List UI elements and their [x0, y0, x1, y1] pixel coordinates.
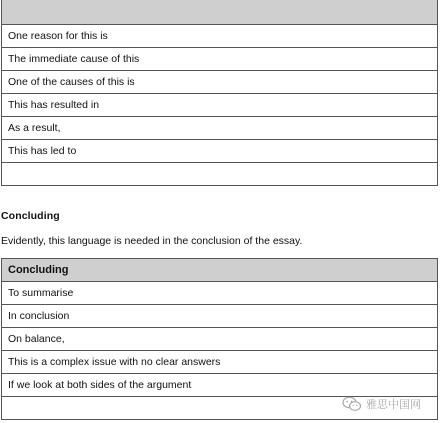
table-row [2, 305, 438, 328]
table-cell: In conclusion [2, 305, 438, 328]
table-row [2, 94, 438, 117]
table-row [2, 117, 438, 140]
table-row-empty [2, 163, 438, 186]
table-header-row [2, 259, 438, 282]
table-cell: One of the causes of this is [2, 71, 438, 94]
table-row [2, 71, 438, 94]
table-cell: If we look at both sides of the argument [2, 374, 438, 397]
table-row [2, 374, 438, 397]
table-header-row [2, 0, 438, 25]
table-cell: As a result, [2, 117, 438, 140]
table-row [2, 25, 438, 48]
table-cell: To summarise [2, 282, 438, 305]
wechat-icon [342, 396, 362, 412]
table-cell: This has led to [2, 140, 438, 163]
table-header: Concluding [2, 259, 438, 282]
table-row [2, 48, 438, 71]
table-cell: This has resulted in [2, 94, 438, 117]
table-row [2, 328, 438, 351]
table-cell [2, 163, 438, 186]
phrases-table-causes [1, 0, 438, 186]
table-cell: One reason for this is [2, 25, 438, 48]
watermark [342, 396, 421, 412]
watermark-text: 雅思中国网 [366, 399, 421, 411]
table-row [2, 282, 438, 305]
table-cell: The immediate cause of this [2, 48, 438, 71]
section-intro: Evidently, this language is needed in the conclusion of the essay. [1, 235, 303, 247]
table-cell: This is a complex issue with no clear answers [2, 351, 438, 374]
table-cell: On balance, [2, 328, 438, 351]
table-row [2, 140, 438, 163]
table-row [2, 351, 438, 374]
table-header [2, 0, 438, 25]
section-heading: Concluding [1, 210, 60, 222]
